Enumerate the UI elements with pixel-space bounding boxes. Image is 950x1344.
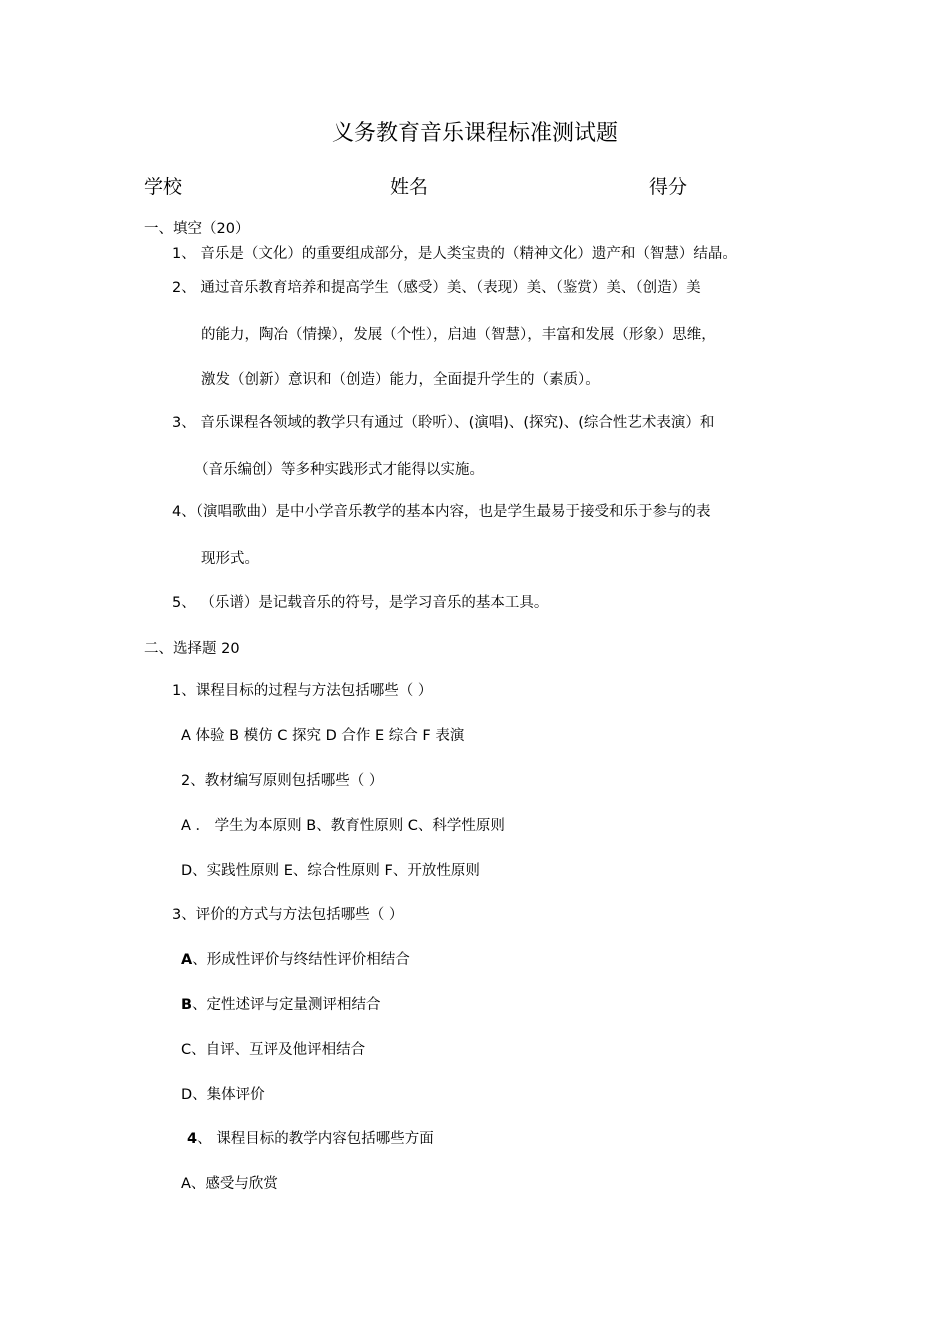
option-a-letter: A — [181, 952, 193, 968]
option-b-text: 、定性述评与定量测评相结合 — [192, 997, 381, 1013]
page-title: 义务教育音乐课程标准测试题 — [331, 121, 618, 146]
choice-question-3-option-b — [181, 993, 381, 1014]
option-b-letter: B — [181, 997, 193, 1013]
fill-question-4-line1: 4、（演唱歌曲）是中小学音乐教学的基本内容，也是学生最易于接受和乐于参与的表 — [172, 504, 711, 520]
choice-question-1-options: A 体验 B 模仿 C 探究 D 合作 E 综合 F 表演 — [181, 728, 465, 744]
choice-question-3-option-a — [181, 948, 410, 969]
choice-question-2: 2、教材编写原则包括哪些（ ） — [181, 773, 384, 789]
fill-question-5: 5、 （乐谱）是记载音乐的符号，是学习音乐的基本工具。 — [172, 595, 549, 611]
choice-question-2-options-line2: D、实践性原则 E、综合性原则 F、开放性原则 — [181, 863, 480, 879]
choice-question-3-option-d: D、集体评价 — [181, 1087, 265, 1103]
school-field-label: 学校 — [144, 176, 183, 198]
section2-heading: 二、选择题 20 — [144, 641, 240, 657]
choice-question-4 — [187, 1127, 434, 1148]
fill-question-3-line1: 3、 音乐课程各领域的教学只有通过（聆听）、(演唱)、(探究)、(综合性艺术表演）和 — [172, 415, 715, 431]
fill-question-4-line2: 现形式。 — [201, 551, 259, 567]
fill-question-1: 1、 音乐是（文化）的重要组成部分，是人类宝贵的（精神文化）遗产和（智慧）结晶。 — [172, 246, 737, 262]
choice-question-3: 3、评价的方式与方法包括哪些（ ） — [172, 907, 404, 923]
fill-question-3-line2: （音乐编创）等多种实践形式才能得以实施。 — [194, 462, 484, 478]
choice-question-4-option-a: A、感受与欣赏 — [181, 1176, 278, 1192]
name-field-label: 姓名 — [390, 176, 429, 198]
choice-question-3-option-c: C、自评、互评及他评相结合 — [181, 1042, 366, 1058]
score-field-label: 得分 — [649, 176, 688, 198]
section1-heading: 一、填空（20） — [144, 221, 250, 237]
fill-question-2-line2: 的能力，陶冶（情操），发展（个性），启迪（智慧），丰富和发展（形象）思维， — [201, 327, 716, 343]
fill-question-2-line1: 2、 通过音乐教育培养和提高学生（感受）美、（表现）美、（鉴赏）美、（创造）美 — [172, 280, 701, 296]
choice-question-2-options-line1: A ． 学生为本原则 B、教育性原则 C、科学性原则 — [181, 818, 505, 834]
fill-question-2-line3: 激发（创新）意识和（创造）能力，全面提升学生的（素质）。 — [201, 372, 600, 388]
question-4-text: 、 课程目标的教学内容包括哪些方面 — [197, 1131, 434, 1147]
option-a-text: 、形成性评价与终结性评价相结合 — [192, 952, 410, 968]
question-4-number: 4 — [187, 1131, 198, 1147]
choice-question-1: 1、课程目标的过程与方法包括哪些（ ） — [172, 683, 433, 699]
